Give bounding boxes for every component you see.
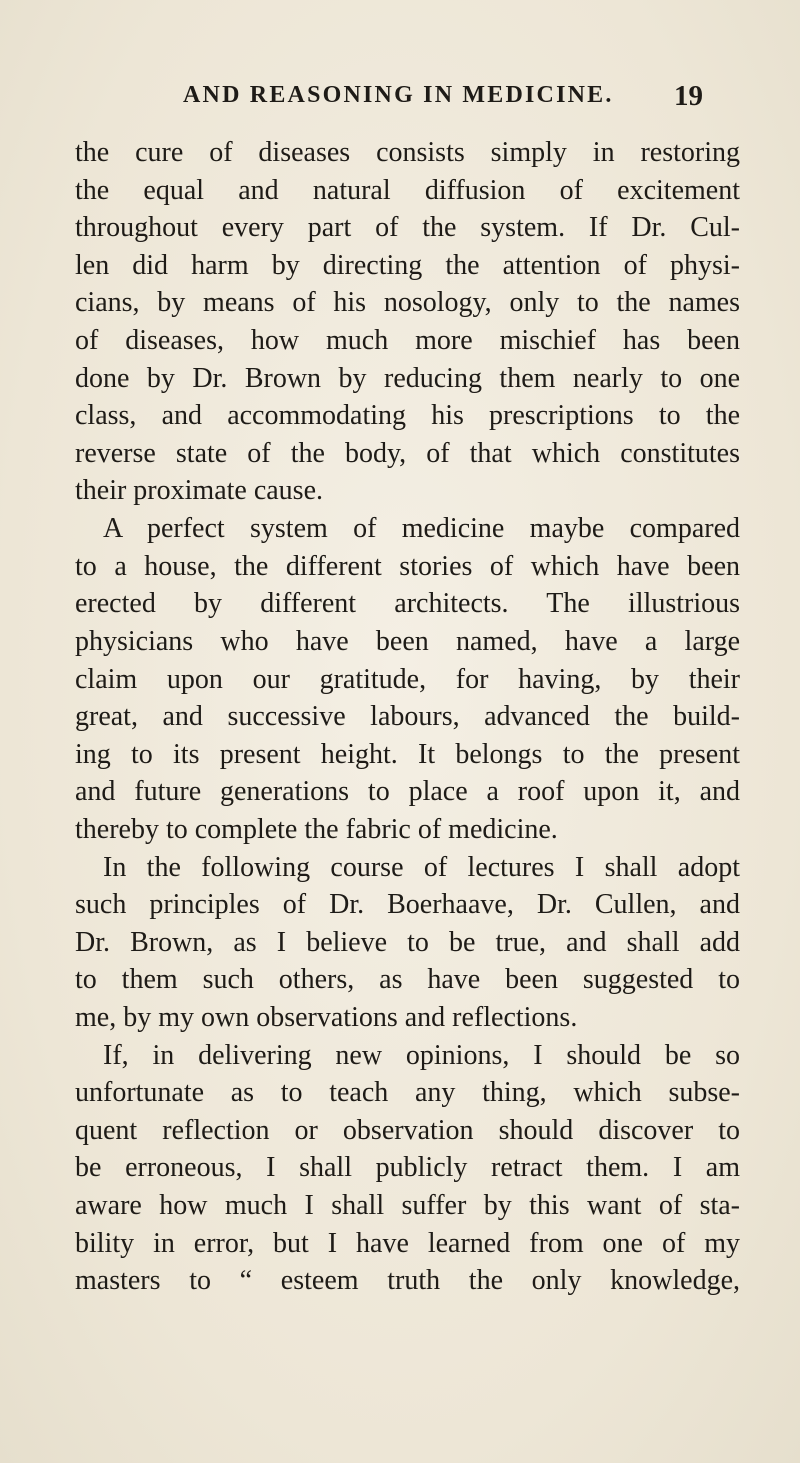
text-line: In the following course of lectures I shall adopt xyxy=(103,851,740,883)
page-number: 19 xyxy=(674,80,703,112)
text-line: aware how much I shall suffer by this want of sta- xyxy=(75,1190,740,1222)
text-line: class, and accommodating his prescriptions to the xyxy=(75,400,740,432)
text-line: such principles of Dr. Boerhaave, Dr. Cullen, and xyxy=(75,889,740,921)
running-title: AND REASONING IN MEDICINE. xyxy=(183,82,614,108)
text-line: the cure of diseases consists simply in restoring xyxy=(75,137,740,168)
text-line: bility in error, but I have learned from one of my xyxy=(75,1227,740,1259)
text-line: A perfect system of medicine maybe compared xyxy=(103,513,740,545)
text-line: reverse state of the body, of that which constitutes xyxy=(75,437,740,469)
text-line: their proximate cause. xyxy=(75,475,324,507)
text-line: unfortunate as to teach any thing, which subse- xyxy=(75,1077,740,1109)
text-line: If, in delivering new opinions, I should be so xyxy=(103,1039,740,1071)
text-line: quent reflection or observation should discover to xyxy=(75,1114,740,1146)
text-line: claim upon our gratitude, for having, by their xyxy=(75,663,740,695)
text-line: ing to its present height. It belongs to the present xyxy=(75,738,740,770)
text-line: done by Dr. Brown by reducing them nearly to one xyxy=(75,362,740,394)
running-head xyxy=(183,82,703,112)
text-line: cians, by means of his nosology, only to the names xyxy=(75,287,740,319)
text-line: of diseases, how much more mischief has been xyxy=(75,325,740,357)
text-line: me, by my own observations and reflections. xyxy=(75,1002,578,1034)
text-line: to them such others, as have been suggested to xyxy=(75,964,740,996)
body-text xyxy=(75,134,740,1300)
text-line: thereby to complete the fabric of medicine. xyxy=(75,813,558,845)
text-line: and future generations to place a roof upon it, and xyxy=(75,776,740,808)
text-line: to a house, the different stories of which have been xyxy=(75,550,740,582)
text-line: be erroneous, I shall publicly retract them. I am xyxy=(75,1152,740,1184)
text-line: masters to “ esteem truth the only knowledge, xyxy=(75,1265,740,1297)
text-line: erected by different architects. The illustrious xyxy=(75,588,740,620)
text-line: the equal and natural diffusion of excitement xyxy=(75,174,740,206)
text-line: throughout every part of the system. If Dr. Cul- xyxy=(75,212,740,244)
text-line: physicians who have been named, have a large xyxy=(75,625,740,657)
text-line: Dr. Brown, as I believe to be true, and shall add xyxy=(75,926,740,958)
text-line: len did harm by directing the attention of physi- xyxy=(75,249,740,281)
text-line: great, and successive labours, advanced the build- xyxy=(75,701,740,733)
